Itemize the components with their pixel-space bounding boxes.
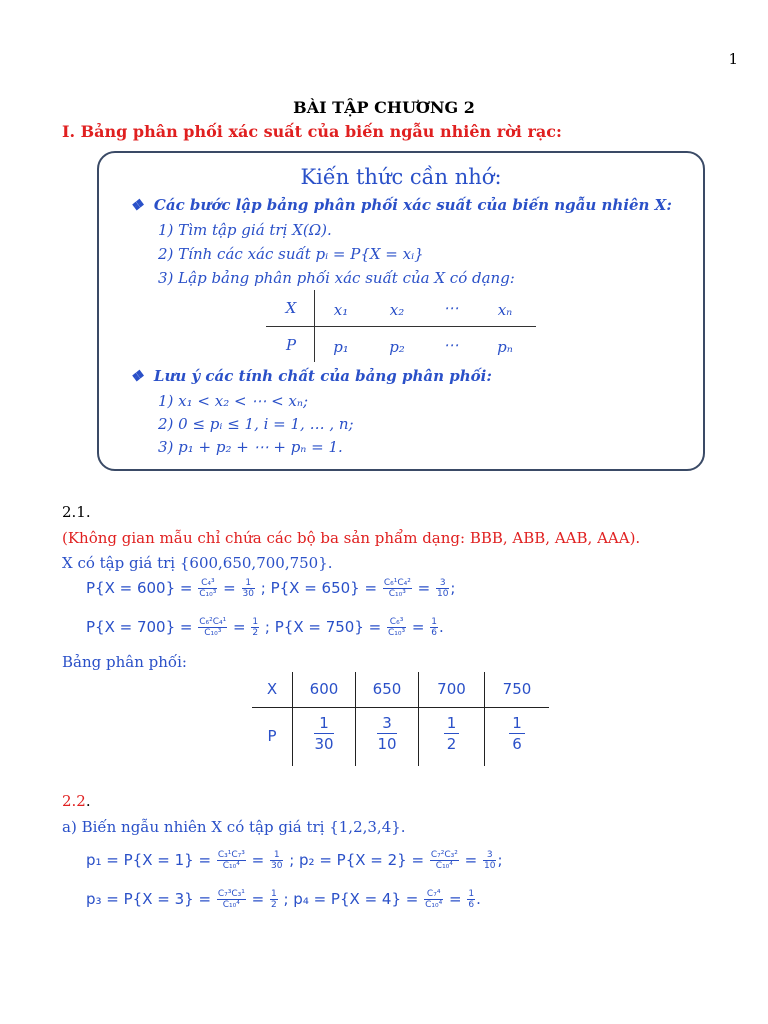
fraction — [444, 713, 460, 754]
step-2-text: 2) Tính các xác suất — [158, 245, 316, 263]
frac-den: 6 — [468, 900, 475, 910]
exercise-2-2-number: 2.2 — [62, 792, 86, 810]
frac-num: C₇³C₃¹ — [217, 889, 245, 899]
frac-num: 1 — [270, 850, 283, 861]
frac-num: 3 — [483, 850, 496, 861]
equals: = — [449, 890, 462, 908]
bullet-steps-text: Các bước lập bảng phân phối xác suất của biến ngẫu nhiên X: — [153, 196, 672, 214]
table-row-label-x: X — [266, 680, 278, 698]
formula-line-1 — [86, 578, 455, 599]
formula-line-2 — [86, 617, 444, 638]
fraction — [242, 578, 255, 599]
distribution-table — [252, 672, 549, 766]
frac-num: C₃¹C₇³ — [217, 850, 245, 860]
page-number: 1 — [728, 50, 738, 68]
fraction — [424, 889, 443, 910]
frac-num: 1 — [242, 578, 255, 589]
fraction — [509, 713, 525, 754]
frac-den: 2 — [270, 900, 277, 910]
frac-den: C₁₀³ — [199, 589, 217, 599]
table-cell: ⋯ — [443, 299, 459, 317]
frac-num: 1 — [431, 617, 437, 627]
frac-den: 2 — [252, 628, 259, 638]
frac-num: 1 — [468, 889, 475, 899]
step-1-text: 1) Tìm tập giá trị — [158, 221, 293, 239]
section-heading: I. Bảng phân phối xác suất của biến ngẫu nhiên rời rạc: — [62, 122, 562, 141]
table-cell: 700 — [437, 680, 466, 698]
step-1-math: X(Ω). — [292, 221, 332, 239]
frac-num: 1 — [509, 713, 525, 734]
bullet-properties — [130, 367, 492, 385]
table-cell: p₁ — [333, 338, 349, 356]
frac-num: 3 — [436, 578, 449, 589]
fraction — [217, 850, 246, 871]
table-row-label-p: P — [267, 727, 277, 745]
diamond-bullet-icon: ❖ — [130, 196, 144, 214]
fraction — [483, 850, 496, 871]
table-divider-h — [252, 707, 549, 708]
separator: ; — [284, 851, 300, 869]
terminator: . — [476, 890, 481, 908]
table-cell: 750 — [502, 680, 532, 698]
frac-den: 10 — [377, 735, 397, 753]
formula-lhs: p₁ = P{X = 1} = — [86, 851, 212, 869]
frac-den: C₁₀⁴ — [425, 900, 443, 910]
separator: ; — [278, 890, 294, 908]
fraction — [430, 850, 459, 871]
exercise-2-2-dot: . — [85, 792, 91, 810]
formula-lhs: p₃ = P{X = 3} = — [86, 890, 212, 908]
equals: = — [251, 851, 265, 869]
equals: = — [464, 851, 478, 869]
fraction — [217, 889, 246, 910]
terminator: ; — [497, 851, 503, 869]
step-1 — [158, 221, 332, 239]
frac-num: 1 — [252, 617, 259, 627]
formula-lhs: P{X = 600} = — [86, 579, 193, 597]
separator: ; — [255, 579, 271, 597]
fraction — [314, 713, 333, 754]
equals: = — [417, 579, 431, 597]
fraction — [430, 617, 438, 638]
frac-den: 10 — [483, 861, 496, 871]
table-cell: P — [285, 336, 297, 354]
property-2: 2) 0 ≤ pᵢ ≤ 1, i = 1, … , n; — [158, 415, 354, 433]
frac-den: 6 — [512, 735, 522, 753]
frac-num: C₆³ — [387, 617, 406, 628]
frac-den: 6 — [431, 628, 437, 638]
formula-lhs: p₂ = P{X = 2} = — [299, 851, 425, 869]
page-title: BÀI TẬP CHƯƠNG 2 — [293, 98, 475, 117]
table-cell: pₙ — [497, 338, 513, 356]
fraction — [251, 617, 259, 638]
frac-den: C₁₀⁴ — [222, 861, 240, 871]
frac-num: 1 — [314, 713, 333, 734]
exercise-2-1-note: (Không gian mẫu chỉ chứa các bộ ba sản phẩm dạng: BBB, ABB, AAB, AAA). — [62, 529, 641, 547]
property-1: 1) x₁ < x₂ < ⋯ < xₙ; — [158, 392, 309, 410]
frac-den: 30 — [270, 861, 283, 871]
equals: = — [251, 890, 265, 908]
exercise-2-2-label — [62, 792, 91, 810]
generic-distribution-table — [266, 290, 536, 362]
distribution-label: Bảng phân phối: — [62, 653, 187, 671]
table-cell: ⋯ — [443, 336, 459, 354]
fraction — [387, 617, 406, 638]
exercise-2-1-values: X có tập giá trị {600,650,700,750}. — [62, 554, 333, 572]
bullet-steps — [130, 196, 672, 214]
fraction — [270, 889, 278, 910]
frac-num: C₇⁴ — [424, 889, 443, 900]
formula-lhs: p₄ = P{X = 4} = — [293, 890, 419, 908]
bullet-properties-text: Lưu ý các tính chất của bảng phân phối: — [153, 367, 492, 385]
step-3: 3) Lập bảng phân phối xác suất của X có dạng: — [158, 269, 515, 287]
exercise-2-2-part-a: a) Biến ngẫu nhiên X có tập giá trị {1,2,3,4}. — [62, 818, 406, 836]
property-3: 3) p₁ + p₂ + ⋯ + pₙ = 1. — [158, 438, 343, 456]
table-cell — [356, 713, 418, 754]
formula-lhs: P{X = 650} = — [270, 579, 378, 597]
frac-den: C₁₀⁴ — [222, 900, 240, 910]
frac-num: 1 — [444, 713, 460, 734]
table-cell — [419, 713, 484, 754]
table-cell: x₁ — [333, 301, 349, 319]
table-cell: x₂ — [389, 301, 405, 319]
terminator: . — [438, 618, 444, 636]
equals: = — [233, 618, 246, 636]
table-cell: 650 — [372, 680, 402, 698]
fraction — [377, 713, 396, 754]
knowledge-box-title: Kiến thức cần nhớ: — [300, 165, 502, 189]
frac-num: C₆¹C₄² — [383, 578, 411, 588]
frac-den: 30 — [242, 589, 254, 599]
exercise-2-1-label: 2.1. — [62, 503, 91, 521]
frac-den: 10 — [436, 589, 449, 599]
frac-num: 1 — [270, 889, 277, 899]
diamond-bullet-icon: ❖ — [130, 367, 144, 385]
fraction — [198, 578, 217, 599]
table-cell — [293, 713, 355, 754]
frac-den: C₁₀³ — [388, 628, 406, 638]
formula-line-3 — [86, 850, 503, 871]
frac-den: 2 — [446, 735, 457, 753]
fraction — [270, 850, 283, 871]
formula-lhs: P{X = 750} = — [274, 618, 382, 636]
table-cell — [485, 713, 549, 754]
formula-line-4 — [86, 889, 481, 910]
fraction — [198, 617, 227, 638]
table-cell: p₂ — [389, 338, 405, 356]
terminator: ; — [450, 579, 456, 597]
fraction — [436, 578, 449, 599]
step-2-math: pᵢ = P{X = xᵢ} — [315, 245, 424, 263]
frac-num: 3 — [377, 713, 396, 734]
table-cell: X — [285, 299, 297, 317]
table-cell: xₙ — [497, 301, 513, 319]
frac-num: C₄³ — [198, 578, 217, 589]
frac-num: C₇²C₃² — [430, 850, 458, 860]
fraction — [467, 889, 475, 910]
fraction — [383, 578, 412, 599]
equals: = — [223, 579, 236, 597]
step-2 — [158, 245, 424, 263]
frac-den: C₁₀³ — [388, 589, 406, 599]
table-cell: 600 — [309, 680, 339, 698]
equals: = — [411, 618, 425, 636]
frac-den: C₁₀⁴ — [435, 861, 453, 871]
frac-num: C₆²C₄¹ — [199, 617, 227, 627]
formula-lhs: P{X = 700} = — [86, 618, 193, 636]
frac-den: 30 — [314, 735, 334, 753]
frac-den: C₁₀³ — [204, 628, 222, 638]
separator: ; — [260, 618, 275, 636]
table-divider-h — [266, 326, 536, 327]
